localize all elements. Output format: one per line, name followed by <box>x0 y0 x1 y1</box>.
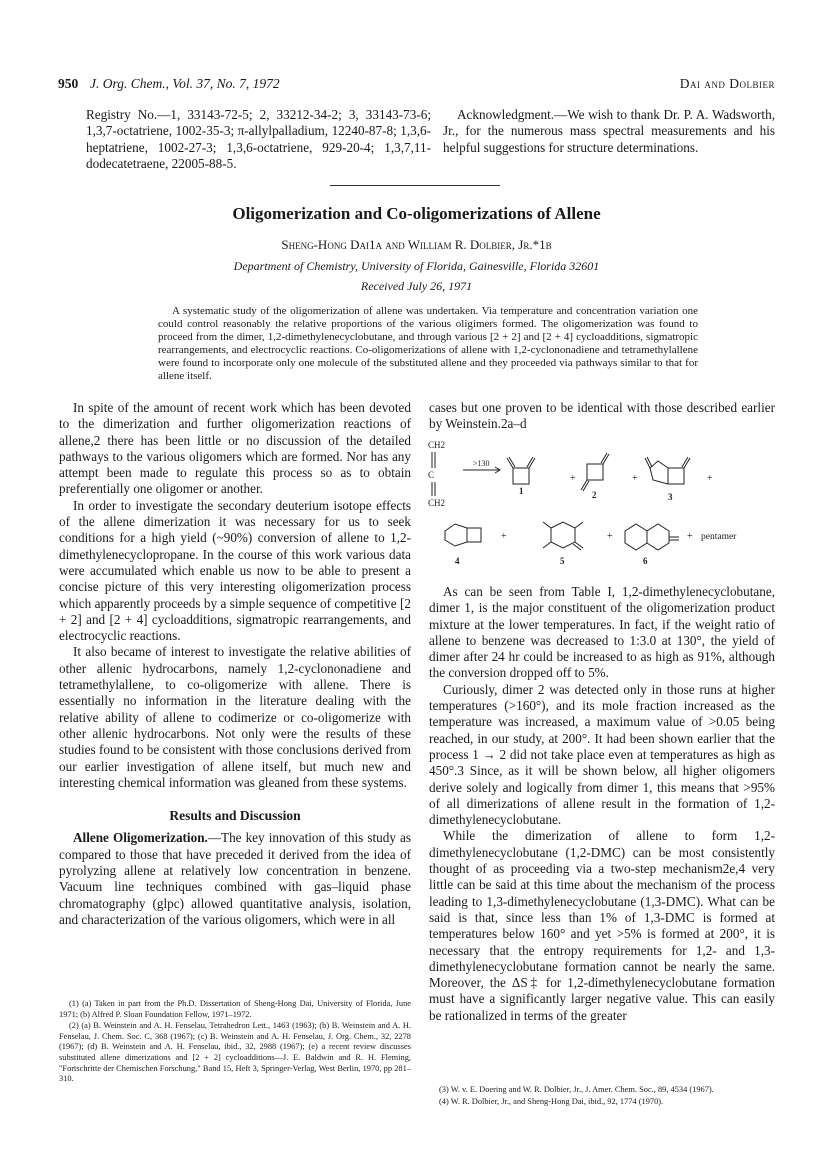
compound-1-structure <box>507 457 535 484</box>
separator-rule <box>330 185 500 186</box>
reaction-condition: >130 <box>473 459 490 468</box>
compound-label-5: 5 <box>560 556 565 566</box>
compound-label-2: 2 <box>592 490 597 500</box>
reactant-c: C <box>428 470 435 480</box>
compound-3-structure <box>645 457 690 484</box>
curiously-paragraph: Curiously, dimer 2 was detected only in those runs at higher temperatures (>160°), and its mole fraction increased as the temperature was increased, a maximum value of >0.05 being reached, in our study, at 200°. It had been shown earlier that the process 1 → 2 did not take place even at temperatures as high as 450°.3 Since, as it will be shown below, all higher oligomers derive solely and logically from dimer 1, this means that >95% of all dimerizations of allene result in the formation of 1,2-dimethylenecyclobutane. <box>429 681 775 828</box>
isotope-paragraph: In order to investigate the secondary deuterium isotope effects of the allene dimerization it was necessary for us to seek conditions for a high yield (~90%) conversion of allene to 1,2-dimethylenecyclopropane. In the course of this work various data were accumulated which enable us now to be able to present a concise picture of this very interesting oligomerization process which apparently proceeds by a simple sequence of competitive [2 + 2] and [2 + 4] cycloadditions, sigmatropic rearrangements, and electrocyclic reactions. <box>59 497 411 644</box>
article-authors: Sheng-Hong Dai1a and William R. Dolbier, Jr.*1b <box>281 237 552 252</box>
running-authors: Dai and Dolbier <box>679 76 775 91</box>
reactant-ch2-top: CH2 <box>428 440 446 450</box>
right-column-body <box>429 584 775 1024</box>
pentamer-label: pentamer <box>701 532 737 542</box>
compound-2-structure <box>581 453 609 491</box>
abstract: A systematic study of the oligomerization of allene was undertaken. Via temperature and concentration variation one could control reasonably the relative proportions of the various oligimers formed. The oligomerization was found to proceed from the dimer, 1,2-dimethylenecyclobutane, and through various [2 + 2] and [2 + 4] cycloadditions, sigmatropic rearrangements, and electrocyclic reactions. Co-oligomerizations of allene with 1,2-cyclononadiene and tetramethylallene were found to incorporate only one molecule of the substituted allene and they proceeded via pathways similar to that for allene itself. <box>158 305 698 382</box>
intro-continuation: cases but one proven to be identical with those described earlier by Weinstein.2a–d <box>429 400 775 432</box>
footnote-1: (1) (a) Taken in part from the Ph.D. Dissertation of Sheng-Hong Dai, University of Florida, June 1971; (b) Alfred P. Sloan Foundation Fellow, 1971–1972. <box>59 999 411 1019</box>
page-number: 950 <box>58 76 79 91</box>
compound-label-4: 4 <box>455 556 460 566</box>
right-column-intro <box>429 400 775 433</box>
compound-label-6: 6 <box>643 556 648 566</box>
acknowledgment: Acknowledgment.—We wish to thank Dr. P. A. Wadsworth, Jr., for the numerous mass spectral measurements and his helpful suggestions for structure determinations. <box>443 107 775 155</box>
plus-sign: + <box>687 531 693 542</box>
plus-sign: + <box>570 473 576 484</box>
allene-paragraph: —The key innovation of this study as compared to those that have preceded it derived from the idea of pyrolyzing allene at relatively low concentration in benzene. Vacuum line techniques combined with gas–liquid phase chromatography (glpc) allowed quantitative analysis, isolation, and characterization of the various oligomers, which were in all <box>59 830 411 927</box>
footnote-3: (3) W. v. E. Doering and W. R. Dolbier, Jr., J. Amer. Chem. Soc., 89, 4534 (1967). <box>439 1085 714 1094</box>
footnotes-right <box>429 1085 775 1108</box>
plus-sign: + <box>501 531 507 542</box>
intro-paragraph: In spite of the amount of recent work which has been devoted to the dimerization and further oligomerization reactions of allene,2 there has been little or no discussion of the detailed pathways to the various oligomers which are formed. Nor has any attempt been made to regulate this process so as to obtain preferentially one oligomer or another. <box>59 400 411 497</box>
compound-label-1: 1 <box>519 486 524 496</box>
compound-5-structure <box>543 522 583 550</box>
mechanism-paragraph: While the dimerization of allene to form 1,2-dimethylenecyclobutane (1,2-DMC) can be most consistently thought of as proceeding via a two-step mechanism2e,4 very little can be said at this time about the mechanism of the process leading to 1,3-dimethylenecyclobutane (1,3-DMC). What can be said is that, since less than 1% of 1,3-DMC is formed at temperatures below 160° and yet >5% is formed at 200°, it is necessary that the entropy requirements for 1,2- and 1,3-dimethylenecyclobutane formation cannot be nearly the same. Moreover, the ΔS‡ for 1,2-dimethylenecyclobutane formation must have a significantly larger negative value. This can easily be rationalized in terms of the greater <box>429 828 775 1023</box>
compound-4-structure <box>445 524 481 546</box>
journal-citation: J. Org. Chem., Vol. 37, No. 7, 1972 <box>90 76 280 91</box>
footnote-4: (4) W. R. Dolbier, Jr., and Sheng-Hong Dai, ibid., 92, 1774 (1970). <box>439 1096 664 1106</box>
section-heading: Results and Discussion <box>169 808 301 824</box>
compound-6-structure <box>625 524 679 550</box>
footnote-2: (2) (a) B. Weinstein and A. H. Fenselau, Tetrahedron Lett., 1463 (1963); (b) B. Weinstein and A. H. Fenselau, J. Chem. Soc. C, 368 (1967); (c) B. Weinstein and A. H. Fenselau, J. Org. Chem., 32, 2278 (1967); (d) B. Weinstein and A. H. Fenselau, ibid., 32, 2988 (1967); (e) a recent review discusses substituted allene dimerizations and [2 + 2] cycloadditions—J. E. Baldwin and R. H. Fleming, "Fortschritte der Chemischen Forschung," Band 15, Heft 3, Springer-Verlag, West Berlin, 1970, pp 281–310. <box>59 1021 411 1084</box>
reaction-scheme <box>425 436 780 571</box>
plus-sign: + <box>607 531 613 542</box>
reactant-ch2-bottom: CH2 <box>428 498 446 508</box>
article-title: Oligomerization and Co-oligomerizations of Allene <box>232 204 601 223</box>
co-oligomer-paragraph: It also became of interest to investigate the relative abilities of other allenic hydrocarbons, namely 1,2-cyclononadiene and tetramethylallene, to co-oligomerize with allene. There is essentially no information in the literature dealing with the relative ability of allene to codimerize or co-oligomerize with other allenic hydrocarbons. Not only were the results of these studies found to be consistent with those conclusions derived from our earlier investigation of allene itself, but much new and interesting chemical information was gleaned from these systems. <box>59 644 411 790</box>
registry-numbers: Registry No.—1, 33143-72-5; 2, 33212-34-2; 3, 33143-73-6; 1,3,7-octatriene, 1002-35-3; π-allylpalladium, 12240-87-8; 1,3,6-heptatriene, 1002-27-3; 1,3,6-octatriene, 929-20-4; 1,3,7,11-dodecatetraene, 22005-88-5. <box>86 107 431 171</box>
footnotes-left <box>59 999 411 1086</box>
plus-sign: + <box>707 473 713 484</box>
compound-label-3: 3 <box>668 492 673 502</box>
affiliation: Department of Chemistry, University of Florida, Gainesville, Florida 32601 <box>233 259 600 273</box>
left-column <box>59 400 411 928</box>
received-date: Received July 26, 1971 <box>360 279 473 293</box>
plus-sign: + <box>632 473 638 484</box>
subsection-heading: Allene Oligomerization. <box>73 830 208 846</box>
dimer-paragraph: As can be seen from Table I, 1,2-dimethylenecyclobutane, dimer 1, is the major constituent of the oligomerization product mixture at the lower temperatures. In fact, if the weight ratio of allene to benzene was decreased to 1:3.0 at 130°, the yield of dimer after 24 hr could be increased to as high as 91%, although the conversion dropped off to 5%. <box>429 584 775 681</box>
